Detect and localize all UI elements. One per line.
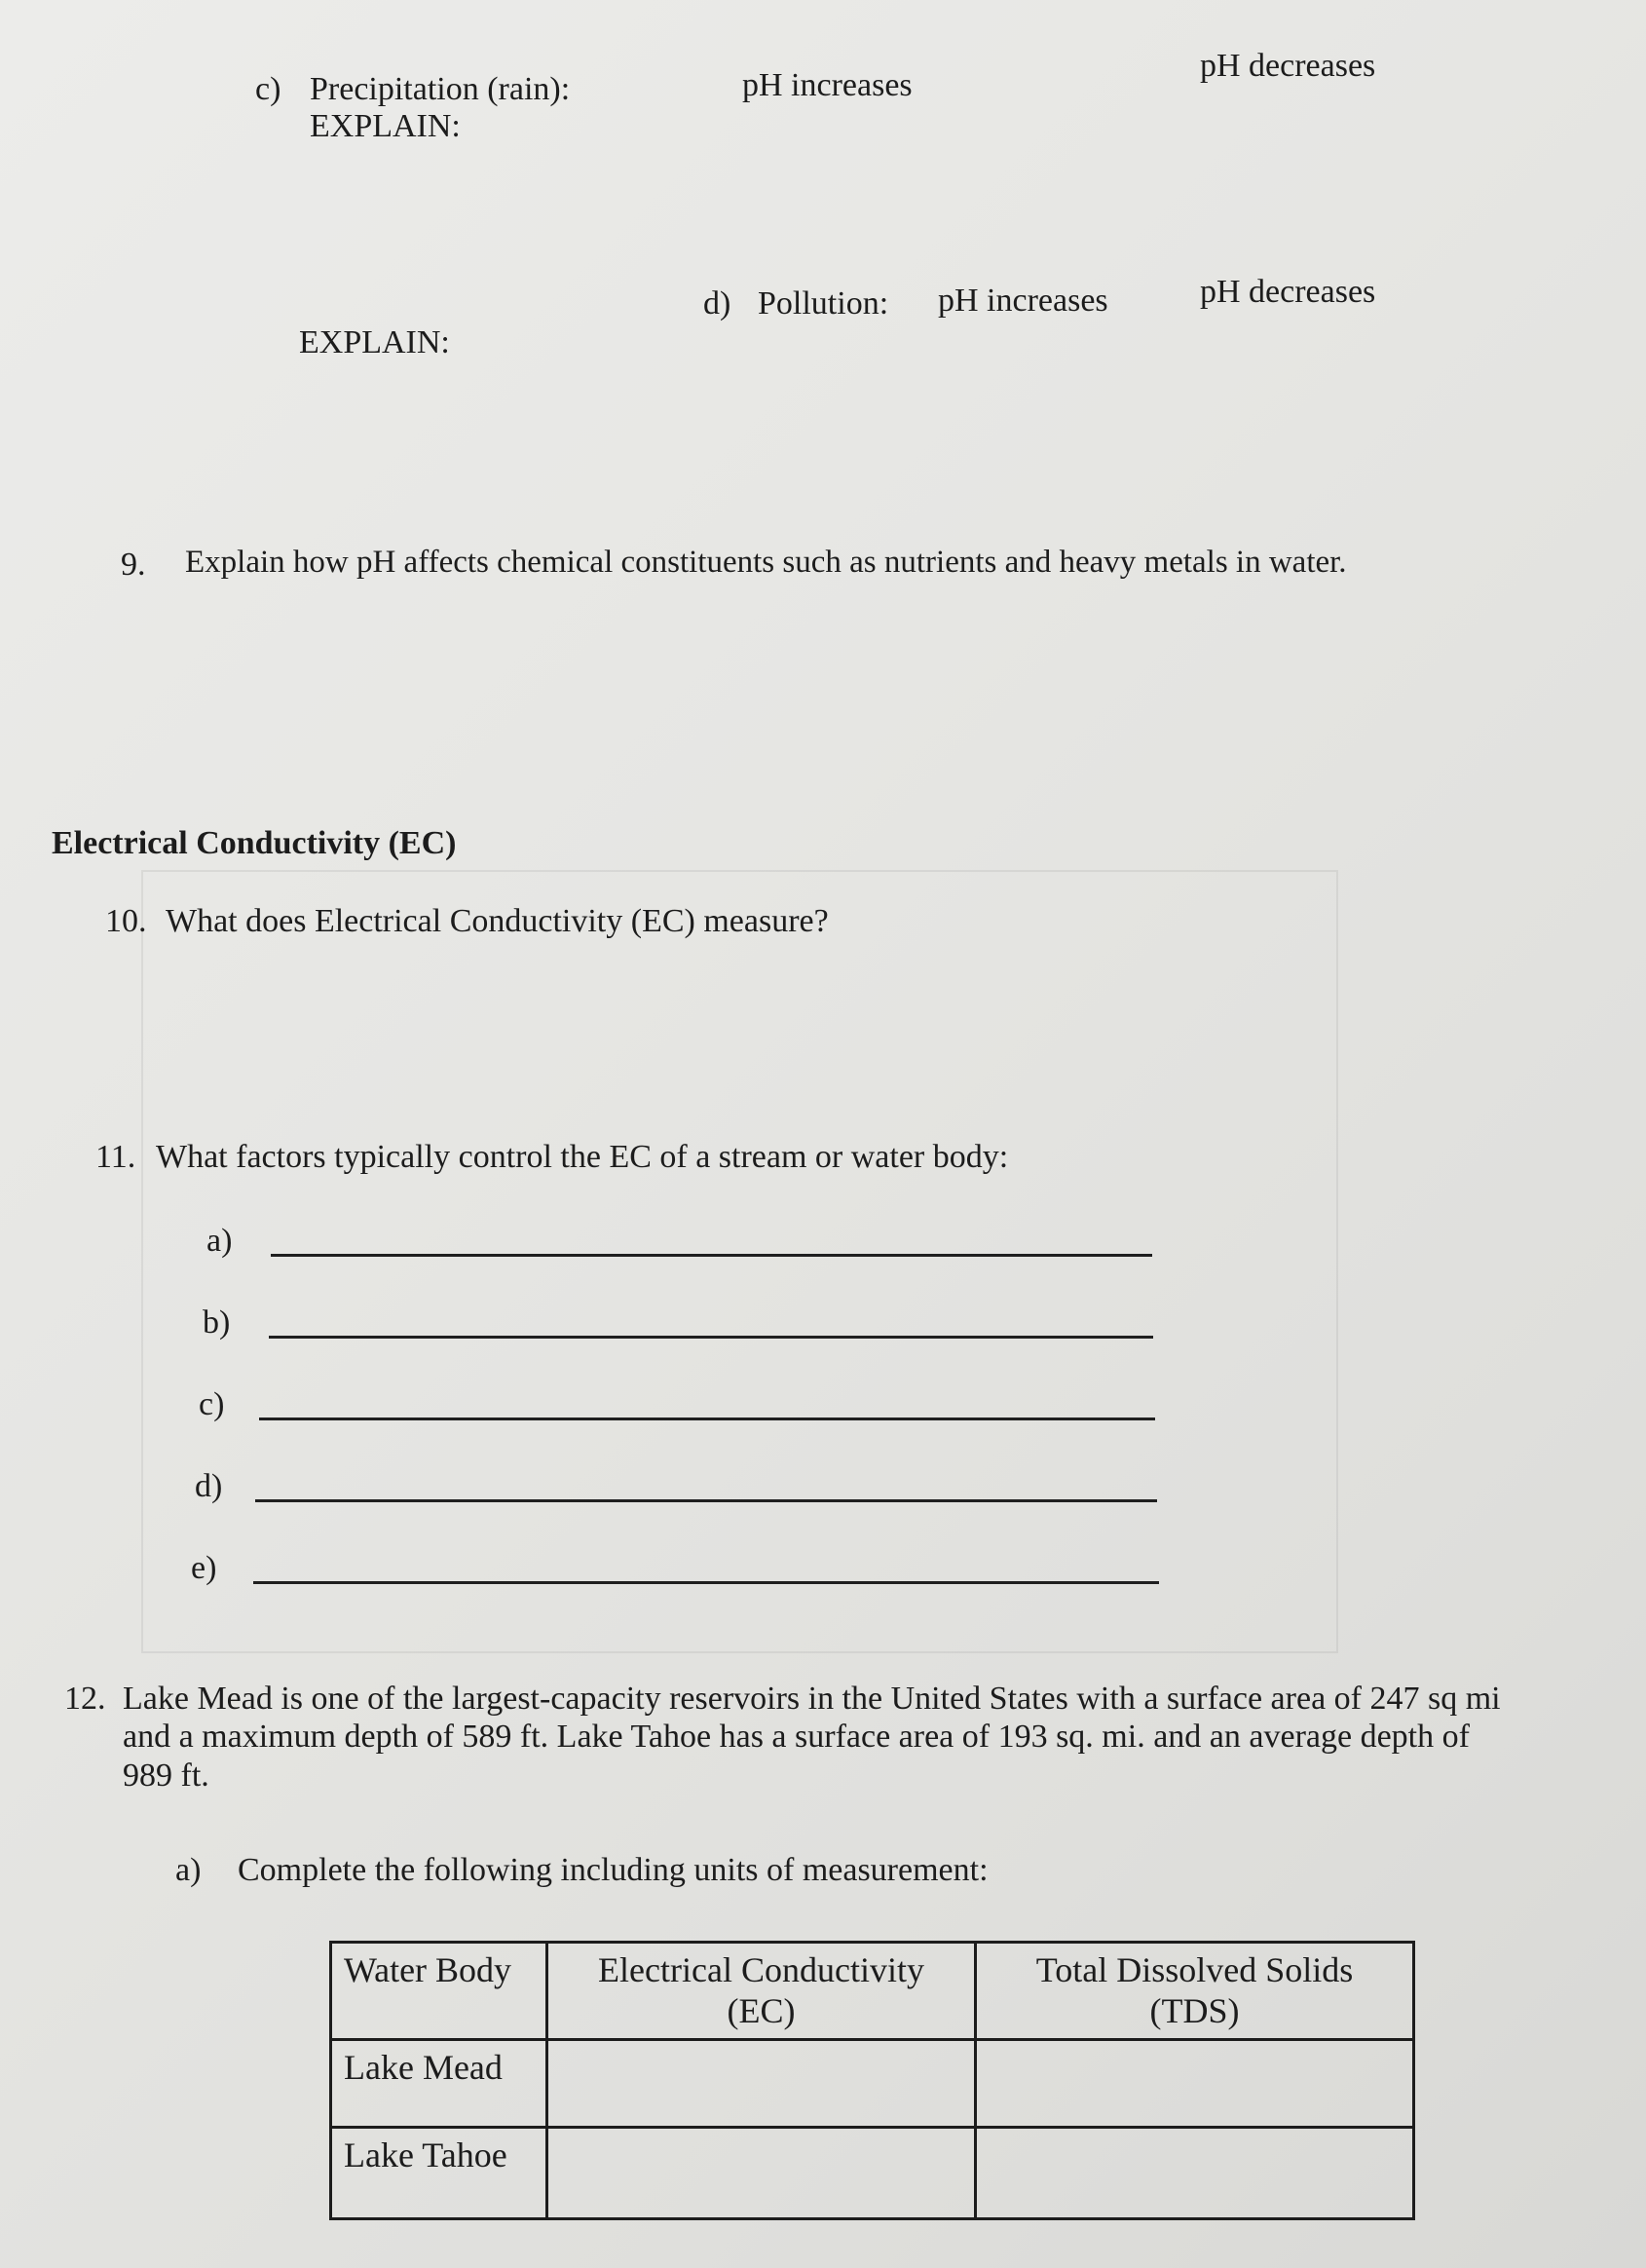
q11-item-a-answer-line[interactable] <box>271 1254 1152 1257</box>
section-title-ec: Electrical Conductivity (EC) <box>52 825 457 861</box>
q11-item-c-answer-line[interactable] <box>259 1418 1155 1420</box>
q8c-label: c) <box>255 71 281 107</box>
q12-text: Lake Mead is one of the largest-capacity reservoirs in the United States with a surface area of 247 sq mi and a maximum depth of 589 ft. Lake Tahoe has a surface area of 193 sq. mi. and an average depth of 989 ft. <box>123 1681 1501 1794</box>
q11-item-c-label: c) <box>199 1386 225 1422</box>
q11-number: 11. <box>95 1139 136 1175</box>
table-header-tds: Total Dissolved Solids (TDS) <box>976 1943 1414 2040</box>
q8c-option-increase[interactable]: pH increases <box>742 67 913 103</box>
q9-number: 9. <box>121 547 146 583</box>
table-cell-lake-tahoe-tds[interactable] <box>976 2127 1414 2218</box>
q8d-label: d) <box>703 285 731 321</box>
q10-text: What does Electrical Conductivity (EC) measure? <box>166 903 829 939</box>
ec-tds-table <box>329 1941 1415 2220</box>
table-cell-lake-mead-ec[interactable] <box>547 2039 976 2127</box>
q8c-explain-label: EXPLAIN: <box>310 108 461 144</box>
q11-text: What factors typically control the EC of a stream or water body: <box>156 1139 1009 1175</box>
q11-item-a-label: a) <box>206 1223 233 1259</box>
table-header-ec: Electrical Conductivity (EC) <box>547 1943 976 2040</box>
table-cell-lake-tahoe: Lake Tahoe <box>331 2127 547 2218</box>
q11-item-d-answer-line[interactable] <box>255 1499 1157 1502</box>
q11-item-b-label: b) <box>203 1304 231 1341</box>
q10-number: 10. <box>105 903 147 939</box>
q8d-explain-label: EXPLAIN: <box>299 324 450 360</box>
q8d-option-decrease[interactable]: pH decreases <box>1200 274 1376 310</box>
q12a-label: a) <box>175 1852 202 1888</box>
table-cell-lake-tahoe-ec[interactable] <box>547 2127 976 2218</box>
table-cell-lake-mead: Lake Mead <box>331 2039 547 2127</box>
q11-item-e-label: e) <box>191 1550 217 1586</box>
q8c-option-decrease[interactable]: pH decreases <box>1200 48 1376 84</box>
q9-text: Explain how pH affects chemical constituents such as nutrients and heavy metals in water. <box>185 545 1347 580</box>
q12-number: 12. <box>64 1681 106 1717</box>
q11-item-e-answer-line[interactable] <box>253 1581 1159 1584</box>
q12a-text: Complete the following including units of measurement: <box>238 1852 989 1888</box>
q11-item-b-answer-line[interactable] <box>269 1336 1153 1339</box>
q11-item-d-label: d) <box>195 1468 223 1504</box>
table-header-water-body: Water Body <box>331 1943 547 2040</box>
q8c-text: Precipitation (rain): <box>310 71 571 107</box>
q8d-text: Pollution: <box>758 285 889 321</box>
table-cell-lake-mead-tds[interactable] <box>976 2039 1414 2127</box>
bleed-through-table <box>141 870 1338 1653</box>
q8d-option-increase[interactable]: pH increases <box>938 283 1108 319</box>
